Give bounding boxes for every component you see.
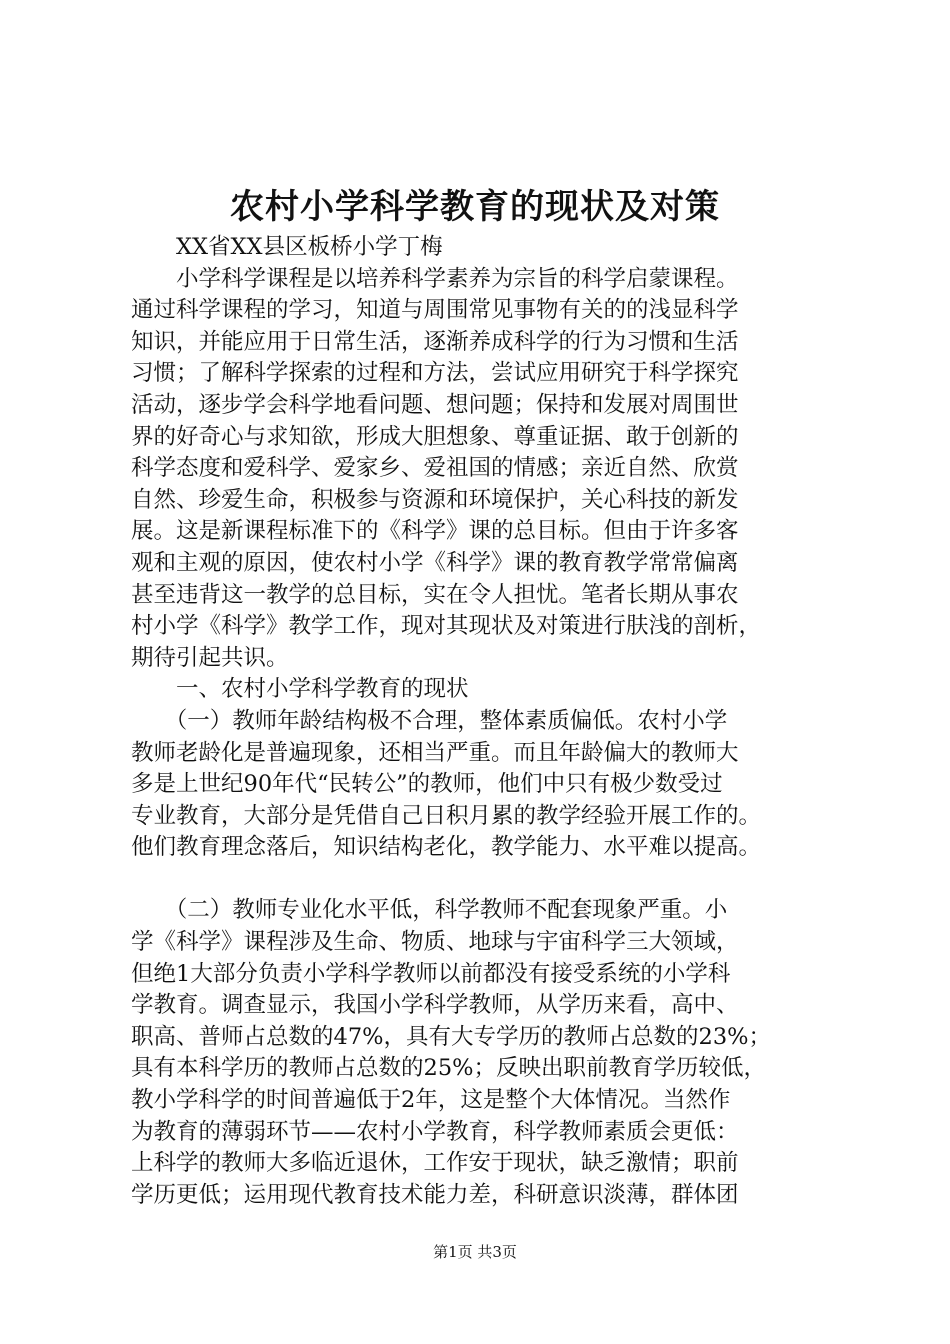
- text-line: 知识，并能应用于日常生活，逐渐养成科学的行为习惯和生活: [131, 328, 739, 355]
- text-line: 习惯；了解科学探索的过程和方法，尝试应用研究于科学探究: [131, 360, 739, 387]
- text-line: 小学科学课程是以培养科学素养为宗旨的科学启蒙课程。: [131, 265, 739, 292]
- text-line: 教小学科学的时间普遍低于2年，这是整个大体情况。当然作: [131, 1087, 731, 1114]
- text-line: 观和主观的原因，使农村小学《科学》课的教育教学常常偏离: [131, 549, 739, 576]
- page-footer: 第1页 共3页: [433, 1243, 517, 1261]
- text-line: 学历更低；运用现代教育技术能力差，科研意识淡薄，群体团: [131, 1181, 739, 1208]
- text-line: 为教育的薄弱环节——农村小学教育，科学教师素质会更低：: [131, 1118, 739, 1145]
- text-line: 界的好奇心与求知欲，形成大胆想象、尊重证据、敢于创新的: [131, 423, 739, 450]
- author-line: XX省XX县区板桥小学丁梅: [131, 234, 443, 260]
- text-line: 专业教育，大部分是凭借自己日积月累的教学经验开展工作的。: [131, 802, 762, 829]
- text-line: 展。这是新课程标准下的《科学》课的总目标。但由于许多客: [131, 518, 739, 545]
- text-line: 他们教育理念落后，知识结构老化，教学能力、水平难以提高。: [131, 834, 762, 861]
- text-line: 学《科学》课程涉及生命、物质、地球与宇宙科学三大领域，: [131, 929, 739, 956]
- text-line: 科学态度和爱科学、爱家乡、爱祖国的情感；亲近自然、欣赏: [131, 455, 739, 482]
- text-line: 多是上世纪90年代“民转公”的教师，他们中只有极少数受过: [131, 771, 723, 798]
- text-line: （一）教师年龄结构极不合理，整体素质偏低。农村小学: [131, 707, 728, 734]
- text-line: 活动，逐步学会科学地看问题、想问题；保持和发展对周围世: [131, 391, 739, 418]
- document-title: 农村小学科学教育的现状及对策: [230, 187, 720, 227]
- text-line: 村小学《科学》教学工作，现对其现状及对策进行肤浅的剖析，: [131, 613, 762, 640]
- paragraph-gap: [131, 864, 851, 896]
- text-line: 具有本科学历的教师占总数的25%；反映出职前教育学历较低，: [131, 1055, 767, 1082]
- text-line: 上科学的教师大多临近退休，工作安于现状，缺乏激情；职前: [131, 1150, 739, 1177]
- text-line: 但绝1大部分负责小学科学教师以前都没有接受系统的小学科: [131, 960, 731, 987]
- document-body: [131, 232, 851, 1211]
- text-line: 自然、珍爱生命，积极参与资源和环境保护，关心科技的新发: [131, 486, 739, 513]
- text-line: 甚至违背这一教学的总目标，实在令人担忧。笔者长期从事农: [131, 581, 739, 608]
- section-heading: 一、农村小学科学教育的现状: [131, 676, 469, 703]
- text-line: （二）教师专业化水平低，科学教师不配套现象严重。小: [131, 897, 728, 924]
- text-line: 通过科学课程的学习，知道与周围常见事物有关的的浅显科学: [131, 297, 739, 324]
- text-line: 职高、普师占总数的47%，具有大专学历的教师占总数的23%；: [131, 1023, 772, 1050]
- text-line: 学教育。调查显示，我国小学科学教师，从学历来看，高中、: [131, 992, 739, 1019]
- text-line: 期待引起共识。: [131, 644, 289, 671]
- text-line: 教师老龄化是普遍现象，还相当严重。而且年龄偏大的教师大: [131, 739, 739, 766]
